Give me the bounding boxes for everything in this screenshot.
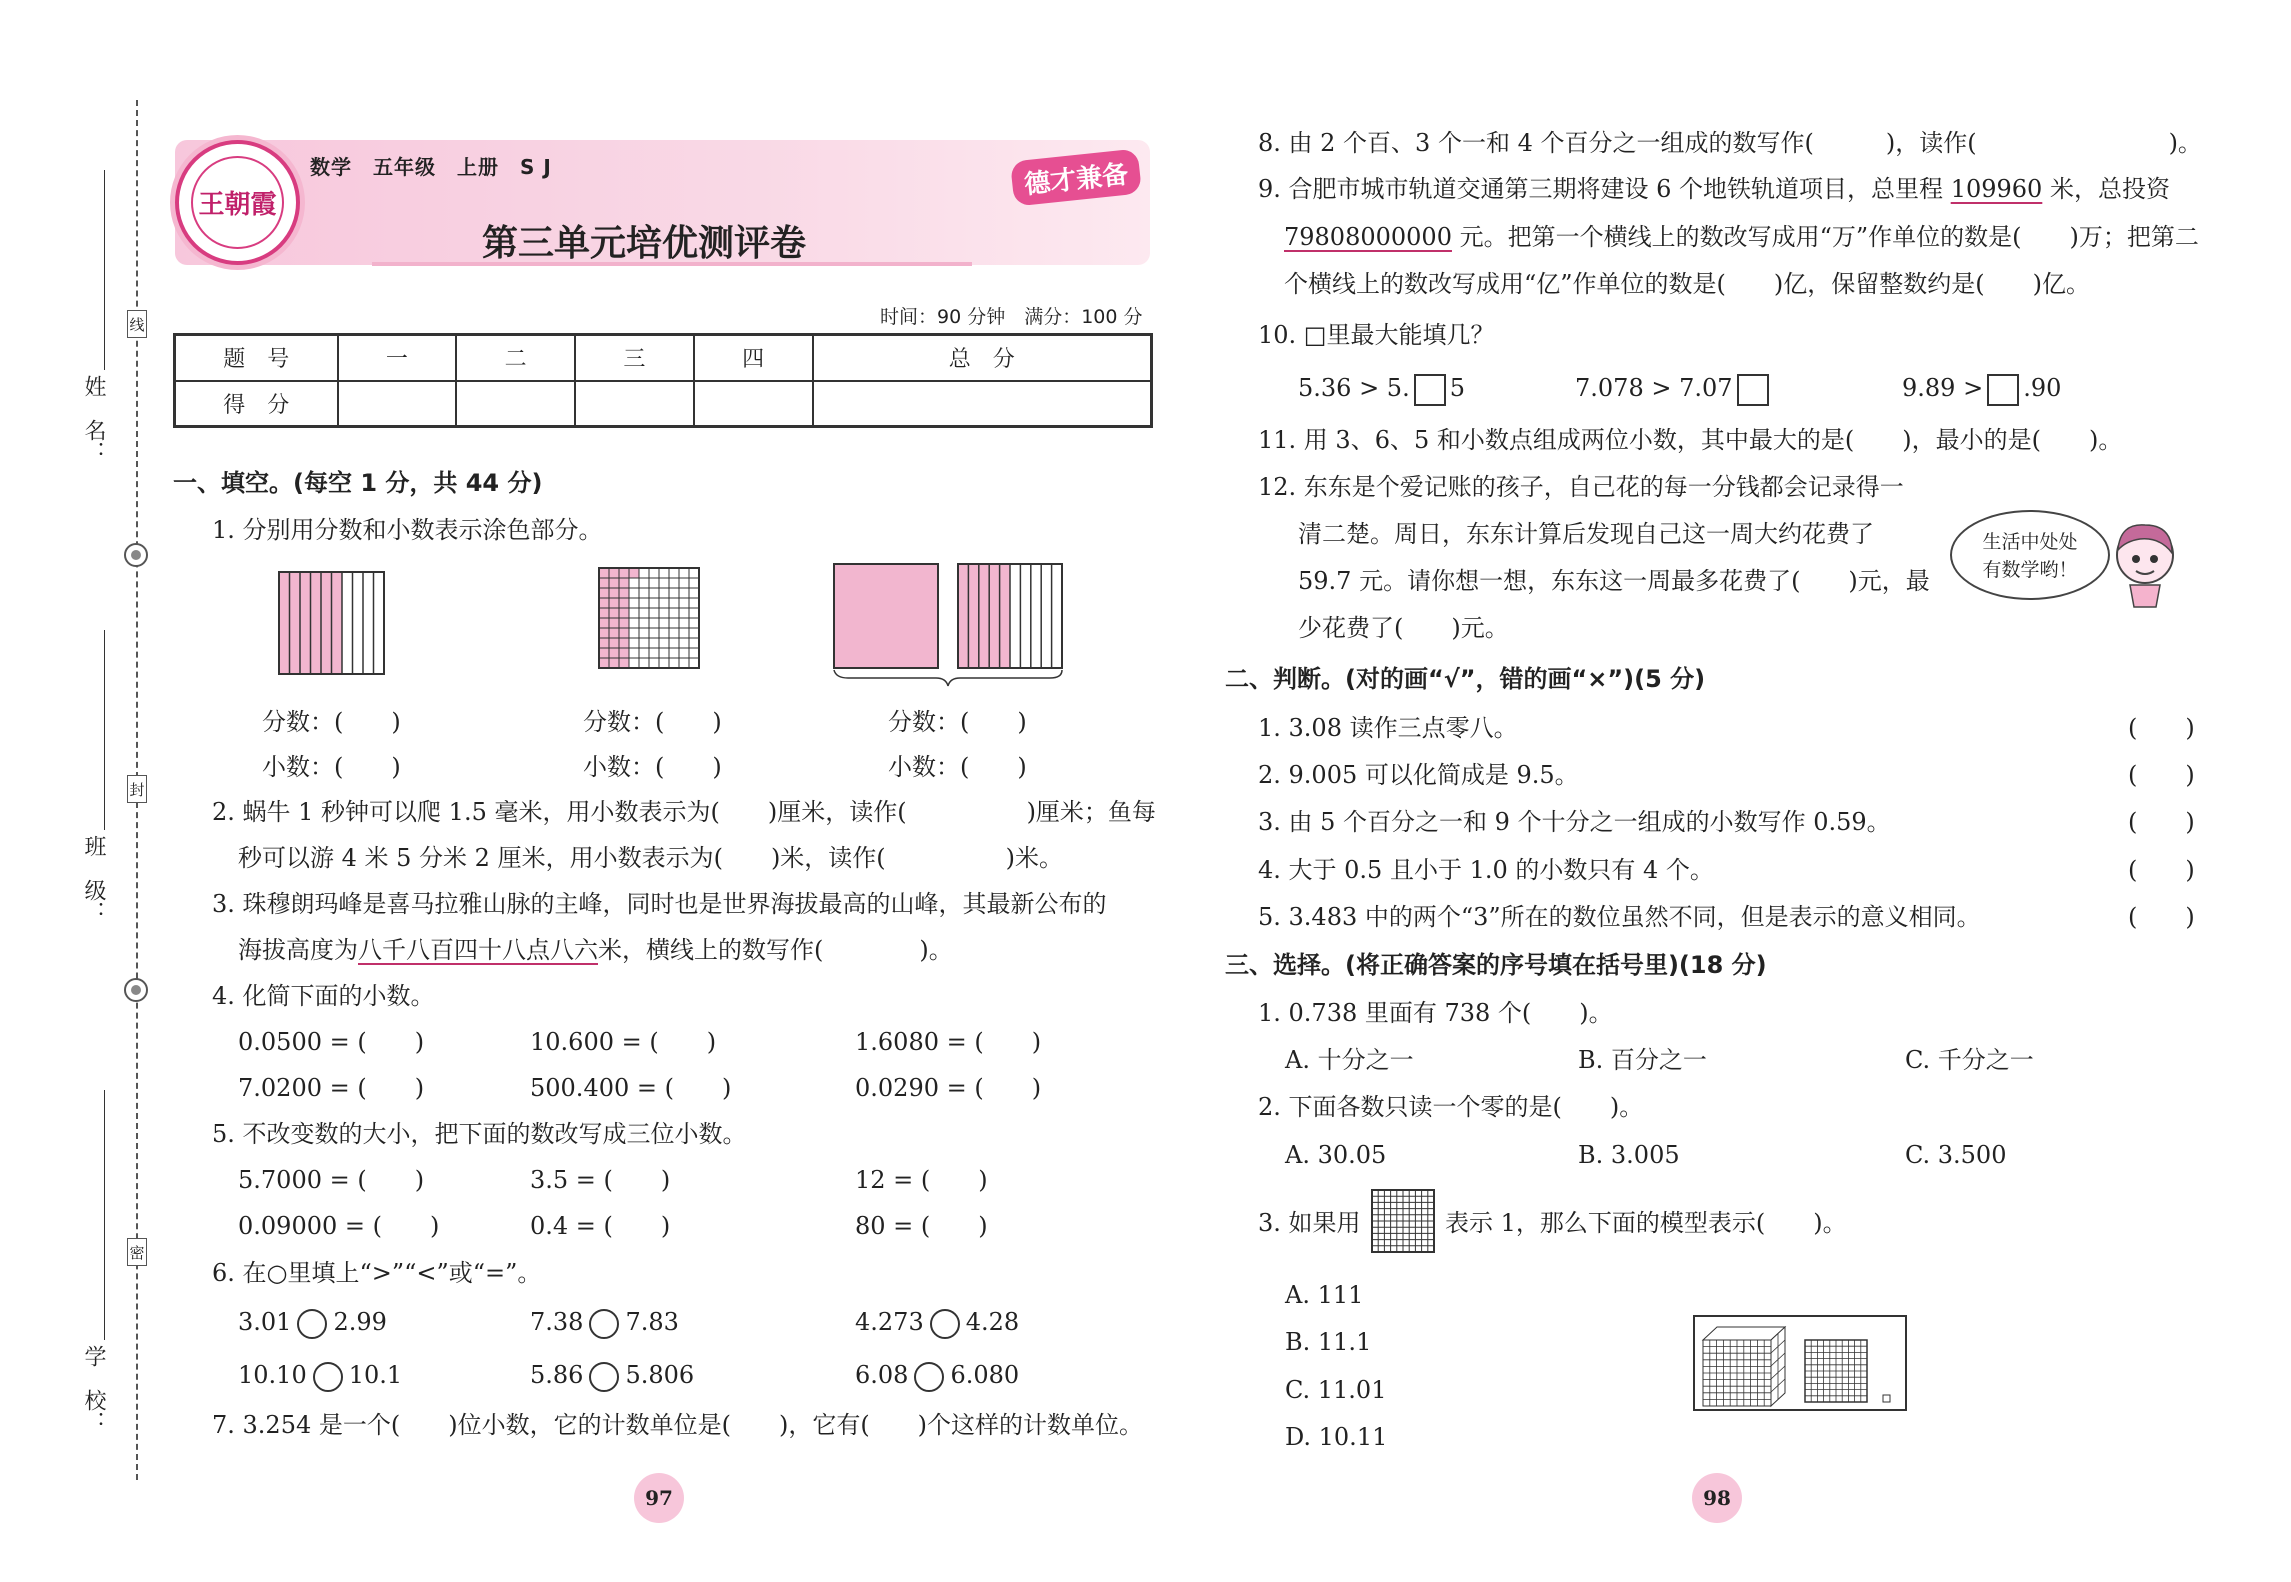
q1-fraction-1: 分数：( ) <box>262 708 401 736</box>
q6-item: 3.01 2.99 <box>238 1307 387 1339</box>
choice-q2: 2. 下面各数只读一个零的是( )。 <box>1258 1093 1644 1121</box>
section2-heading: 二、判断。(对的画“√”，错的画“×”)(5 分) <box>1225 665 1706 693</box>
q1-decimal-2: 小数：( ) <box>583 753 722 781</box>
q12-text-c: 59.7 元。请你想一想，东东这一周最多花费了( )元，最 <box>1298 567 1930 595</box>
q3-text-a: 3. 珠穆朗玛峰是喜马拉雅山脉的主峰，同时也是世界海拔最高的山峰，其最新公布的 <box>212 890 1107 918</box>
compare-circle[interactable] <box>589 1362 619 1392</box>
score-cell[interactable] <box>575 381 694 427</box>
q10-text: 10. □里最大能填几？ <box>1258 321 1495 349</box>
q9-text-c: 个横线上的数改写成用“亿”作单位的数是( )亿，保留整数约是( )亿。 <box>1284 270 2090 298</box>
compare-circle[interactable] <box>313 1362 343 1392</box>
answer-box[interactable] <box>1414 374 1446 406</box>
q1-decimal-3: 小数：( ) <box>888 753 1027 781</box>
q4-item: 0.0500 = ( ) <box>238 1028 425 1056</box>
score-cell[interactable] <box>694 381 813 427</box>
q5-item: 3.5 = ( ) <box>530 1166 671 1194</box>
choice-option[interactable]: C. 千分之一 <box>1905 1046 2034 1074</box>
brand-logo: 王朝霞 <box>175 140 300 265</box>
page-title: 第三单元培优测评卷 <box>482 223 807 264</box>
binding-hole <box>124 543 148 567</box>
binding-hole <box>124 978 148 1002</box>
unit-cube-icon <box>1370 1188 1436 1254</box>
choice-option[interactable]: C. 3.500 <box>1905 1141 2007 1169</box>
motto-tag: 德才兼备 <box>1010 148 1142 206</box>
q4-text: 4. 化简下面的小数。 <box>212 982 435 1010</box>
choice-option[interactable]: A. 十分之一 <box>1285 1046 1414 1074</box>
q5-item: 0.4 = ( ) <box>530 1212 671 1240</box>
compare-circle[interactable] <box>930 1309 960 1339</box>
q6-item: 6.08 6.080 <box>855 1360 1019 1392</box>
figure-strips <box>275 560 390 678</box>
q1-fraction-2: 分数：( ) <box>583 708 722 736</box>
cube-model-figure <box>1693 1315 1908 1413</box>
q5-text: 5. 不改变数的大小，把下面的数改写成三位小数。 <box>212 1120 747 1148</box>
q12-text-a: 12. 东东是个爱记账的孩子，自己花的每一分钱都会记录得一 <box>1258 473 1904 501</box>
q4-item: 500.400 = ( ) <box>530 1074 732 1102</box>
section3-heading: 三、选择。(将正确答案的序号填在括号里)(18 分) <box>1225 951 1767 979</box>
compare-circle[interactable] <box>297 1309 327 1339</box>
q2-text-b: 秒可以游 4 米 5 分米 2 厘米，用小数表示为( )米，读作( )米。 <box>238 844 1064 872</box>
score-header-cell: 三 <box>575 335 694 381</box>
page-number-left: 97 <box>634 1473 684 1523</box>
score-header-cell: 四 <box>694 335 813 381</box>
judge-paren[interactable]: ( ) <box>2128 856 2195 884</box>
score-header-cell: 总 分 <box>813 335 1152 381</box>
q10-item: 7.078 > 7.07 <box>1575 373 1773 406</box>
mark-line: 线 <box>127 310 147 338</box>
choice-option[interactable]: B. 11.1 <box>1285 1328 1372 1356</box>
choice-q3-pre: 3. 如果用 <box>1258 1209 1361 1237</box>
q12-text-b: 清二楚。周日，东东计算后发现自己这一周大约花费了 <box>1298 520 1874 548</box>
score-header-cell: 二 <box>456 335 575 381</box>
judge-item: 2. 9.005 可以化简成是 9.5。 <box>1258 761 1579 789</box>
choice-q1: 1. 0.738 里面有 738 个( )。 <box>1258 999 1613 1027</box>
q4-item: 10.600 = ( ) <box>530 1028 717 1056</box>
q6-text: 6. 在○里填上“>”“<”或“=”。 <box>212 1259 542 1287</box>
q8-text: 8. 由 2 个百、3 个一和 4 个百分之一组成的数写作( )，读作( )。 <box>1258 129 2202 157</box>
judge-paren[interactable]: ( ) <box>2128 903 2195 931</box>
score-table <box>173 333 1153 428</box>
time-info: 时间：90 分钟 满分：100 分 <box>880 306 1143 328</box>
page-number-right: 98 <box>1692 1473 1742 1523</box>
score-label-cell: 得 分 <box>175 381 338 427</box>
q9-text-b: 79808000000 元。把第一个横线上的数改写成用“万”作单位的数是( )万；把第二 <box>1284 223 2199 251</box>
q5-item: 0.09000 = ( ) <box>238 1212 440 1240</box>
choice-option[interactable]: A. 30.05 <box>1285 1141 1387 1169</box>
judge-paren[interactable]: ( ) <box>2128 808 2195 836</box>
q6-item: 5.86 5.806 <box>530 1360 694 1392</box>
choice-option[interactable]: A. 111 <box>1285 1281 1364 1309</box>
q6-item: 7.38 7.83 <box>530 1307 679 1339</box>
choice-q3-post: 表示 1，那么下面的模型表示( )。 <box>1445 1209 1847 1237</box>
mark-seal: 封 <box>127 775 147 803</box>
cartoon-girl-icon <box>2110 515 2180 610</box>
q4-item: 7.0200 = ( ) <box>238 1074 425 1102</box>
q4-item: 0.0290 = ( ) <box>855 1074 1042 1102</box>
speech-bubble: 生活中处处 有数学哟！ <box>1950 510 2110 600</box>
q1-text: 1. 分别用分数和小数表示涂色部分。 <box>212 516 603 544</box>
compare-circle[interactable] <box>589 1309 619 1339</box>
q1-decimal-1: 小数：( ) <box>262 753 401 781</box>
judge-item: 4. 大于 0.5 且小于 1.0 的小数只有 4 个。 <box>1258 856 1714 884</box>
q2-text-a: 2. 蜗牛 1 秒钟可以爬 1.5 毫米，用小数表示为( )厘米，读作( )厘米；鱼每 <box>212 798 1156 826</box>
q11-text: 11. 用 3、6、5 和小数点组成两位小数，其中最大的是( )，最小的是( )。 <box>1258 426 2123 454</box>
q4-item: 1.6080 = ( ) <box>855 1028 1042 1056</box>
class-label: 班 级： <box>81 835 106 923</box>
q7-text: 7. 3.254 是一个( )位小数，它的计数单位是( )，它有( )个这样的计数单位。 <box>212 1411 1144 1439</box>
q3-text-b: 海拔高度为八千八百四十八点八六米，横线上的数写作( )。 <box>238 936 953 964</box>
q5-item: 80 = ( ) <box>855 1212 988 1240</box>
judge-item: 3. 由 5 个百分之一和 9 个十分之一组成的小数写作 0.59。 <box>1258 808 1891 836</box>
choice-option[interactable]: C. 11.01 <box>1285 1376 1387 1404</box>
q10-item: 9.89 > .90 <box>1902 373 2061 406</box>
score-cell[interactable] <box>456 381 575 427</box>
answer-box[interactable] <box>1737 374 1769 406</box>
subject-line: 数学 五年级 上册 S J <box>310 155 552 179</box>
choice-option[interactable]: B. 百分之一 <box>1578 1046 1707 1074</box>
school-line <box>104 1090 105 1340</box>
q10-item: 5.36 > 5. 5 <box>1298 373 1465 406</box>
answer-box[interactable] <box>1987 374 2019 406</box>
choice-option[interactable]: B. 3.005 <box>1578 1141 1680 1169</box>
compare-circle[interactable] <box>914 1362 944 1392</box>
judge-paren[interactable]: ( ) <box>2128 714 2195 742</box>
q6-item: 10.10 10.1 <box>238 1360 402 1392</box>
score-header-cell: 题 号 <box>175 335 338 381</box>
judge-item: 1. 3.08 读作三点零八。 <box>1258 714 1518 742</box>
q5-item: 5.7000 = ( ) <box>238 1166 425 1194</box>
name-label: 姓 名： <box>81 375 106 463</box>
q5-item: 12 = ( ) <box>855 1166 988 1194</box>
mark-close: 密 <box>127 1238 147 1266</box>
judge-paren[interactable]: ( ) <box>2128 761 2195 789</box>
score-cell[interactable] <box>338 381 457 427</box>
q1-fraction-3: 分数：( ) <box>888 708 1027 736</box>
school-label: 学 校： <box>81 1345 106 1433</box>
score-header-cell: 一 <box>338 335 457 381</box>
figure-square-and-strips <box>828 558 1068 688</box>
score-cell[interactable] <box>813 381 1152 427</box>
judge-item: 5. 3.483 中的两个“3”所在的数位虽然不同，但是表示的意义相同。 <box>1258 903 1981 931</box>
choice-option[interactable]: D. 10.11 <box>1285 1423 1388 1451</box>
q12-text-d: 少花费了( )元。 <box>1298 614 1509 642</box>
q9-text-a: 9. 合肥市城市轨道交通第三期将建设 6 个地铁轨道项目，总里程 109960 米，总投资 <box>1258 175 2170 203</box>
q6-item: 4.273 4.28 <box>855 1307 1019 1339</box>
name-line <box>104 170 105 370</box>
section1-heading: 一、填空。(每空 1 分，共 44 分) <box>173 469 543 497</box>
class-line <box>104 630 105 830</box>
figure-hundred-grid <box>595 560 705 678</box>
